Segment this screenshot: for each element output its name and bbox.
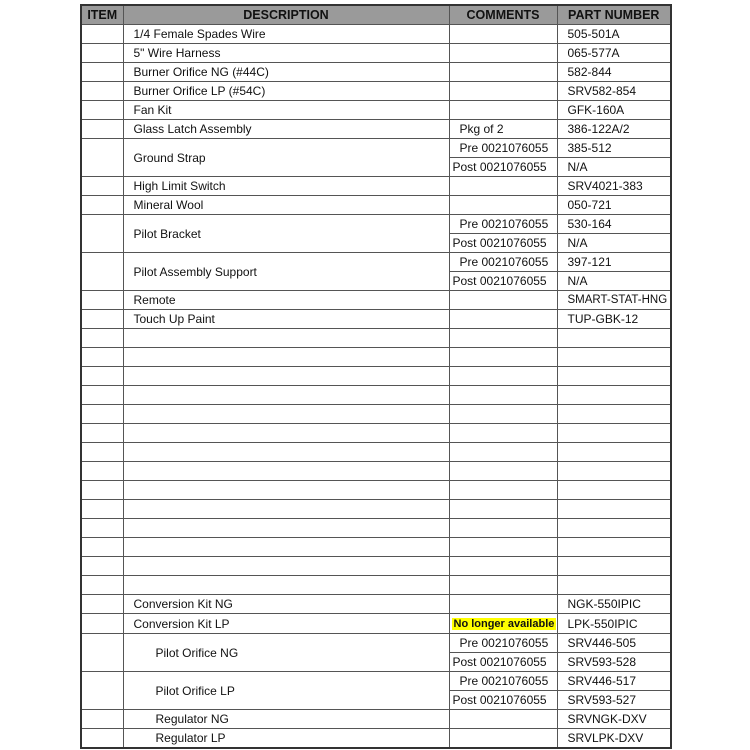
description-cell: Touch Up Paint: [123, 310, 449, 329]
item-cell: [81, 710, 123, 729]
empty-row: [81, 367, 671, 386]
comment-cell: Pkg of 2: [449, 120, 557, 139]
part-number-cell: 397-121: [557, 253, 671, 272]
comment-cell: [449, 710, 557, 729]
item-cell: [81, 634, 123, 672]
item-cell: [81, 44, 123, 63]
parts-list-sheet: [80, 4, 670, 749]
part-number-cell: SRV446-505: [557, 634, 671, 653]
table-row: [81, 82, 671, 101]
item-cell: [81, 101, 123, 120]
comment-cell: Pre 0021076055: [449, 634, 557, 653]
description-cell: High Limit Switch: [123, 177, 449, 196]
description-cell: Regulator NG: [123, 710, 449, 729]
table-row: [81, 253, 671, 272]
empty-row: [81, 348, 671, 367]
header-item: ITEM: [81, 5, 123, 25]
part-number-cell: 505-501A: [557, 25, 671, 44]
table-row: [81, 614, 671, 634]
comment-cell: Post 0021076055: [449, 234, 557, 253]
empty-row: [81, 538, 671, 557]
item-cell: [81, 729, 123, 749]
item-cell: [81, 595, 123, 614]
part-number-cell: 530-164: [557, 215, 671, 234]
empty-row: [81, 481, 671, 500]
item-cell: [81, 63, 123, 82]
part-number-cell: SRV446-517: [557, 672, 671, 691]
part-number-cell: N/A: [557, 158, 671, 177]
table-row: [81, 672, 671, 691]
empty-row: [81, 443, 671, 462]
item-cell: [81, 25, 123, 44]
empty-row: [81, 500, 671, 519]
description-cell: Pilot Bracket: [123, 215, 449, 253]
comment-cell: Post 0021076055: [449, 272, 557, 291]
description-cell: Burner Orifice NG (#44C): [123, 63, 449, 82]
part-number-cell: SRVLPK-DXV: [557, 729, 671, 749]
comment-cell: [449, 25, 557, 44]
description-cell: Conversion Kit LP: [123, 614, 449, 634]
part-number-cell: 582-844: [557, 63, 671, 82]
header-part-number: PART NUMBER: [557, 5, 671, 25]
table-row: [81, 139, 671, 158]
empty-row: [81, 557, 671, 576]
description-cell: Mineral Wool: [123, 196, 449, 215]
description-cell: Pilot Orifice LP: [123, 672, 449, 710]
comment-cell: [449, 310, 557, 329]
part-number-cell: TUP-GBK-12: [557, 310, 671, 329]
description-cell: 1/4 Female Spades Wire: [123, 25, 449, 44]
item-cell: [81, 614, 123, 634]
part-number-cell: SRV593-528: [557, 653, 671, 672]
item-cell: [81, 215, 123, 253]
header-comments: COMMENTS: [449, 5, 557, 25]
part-number-cell: SRV4021-383: [557, 177, 671, 196]
item-cell: [81, 120, 123, 139]
description-cell: Ground Strap: [123, 139, 449, 177]
table-row: [81, 291, 671, 310]
item-cell: [81, 82, 123, 101]
item-cell: [81, 196, 123, 215]
comment-cell: Pre 0021076055: [449, 139, 557, 158]
item-cell: [81, 253, 123, 291]
comment-cell: Pre 0021076055: [449, 672, 557, 691]
part-number-cell: 065-577A: [557, 44, 671, 63]
table-row: [81, 25, 671, 44]
parts-table: [80, 4, 672, 749]
table-row: [81, 177, 671, 196]
comment-cell: [449, 196, 557, 215]
part-number-cell: NGK-550IPIC: [557, 595, 671, 614]
comment-cell: [449, 729, 557, 749]
part-number-cell: 386-122A/2: [557, 120, 671, 139]
item-cell: [81, 310, 123, 329]
description-cell: Pilot Orifice NG: [123, 634, 449, 672]
table-row: [81, 44, 671, 63]
comment-cell: Post 0021076055: [449, 653, 557, 672]
empty-row: [81, 519, 671, 538]
description-cell: Pilot Assembly Support: [123, 253, 449, 291]
table-row: [81, 310, 671, 329]
comment-cell: [449, 595, 557, 614]
item-cell: [81, 177, 123, 196]
comment-cell: [449, 614, 557, 634]
table-row: [81, 196, 671, 215]
comment-cell: [449, 101, 557, 120]
item-cell: [81, 672, 123, 710]
table-row: [81, 101, 671, 120]
table-row: [81, 215, 671, 234]
empty-row: [81, 386, 671, 405]
part-number-cell: LPK-550IPIC: [557, 614, 671, 634]
description-cell: 5" Wire Harness: [123, 44, 449, 63]
table-row: [81, 63, 671, 82]
header-row: [81, 5, 671, 25]
comment-cell: Post 0021076055: [449, 158, 557, 177]
table-row: [81, 729, 671, 749]
item-cell: [81, 139, 123, 177]
empty-row: [81, 576, 671, 595]
description-cell: Glass Latch Assembly: [123, 120, 449, 139]
item-cell: [81, 291, 123, 310]
empty-row: [81, 462, 671, 481]
comment-cell: [449, 44, 557, 63]
comment-cell: [449, 177, 557, 196]
description-cell: Remote: [123, 291, 449, 310]
comment-cell: [449, 291, 557, 310]
part-number-cell: N/A: [557, 272, 671, 291]
description-cell: Burner Orifice LP (#54C): [123, 82, 449, 101]
header-description: DESCRIPTION: [123, 5, 449, 25]
table-row: [81, 710, 671, 729]
empty-row: [81, 329, 671, 348]
part-number-cell: SRV582-854: [557, 82, 671, 101]
comment-cell: Pre 0021076055: [449, 253, 557, 272]
comment-cell: [449, 82, 557, 101]
description-cell: Regulator LP: [123, 729, 449, 749]
description-cell: Fan Kit: [123, 101, 449, 120]
availability-highlight: No longer available: [453, 618, 555, 630]
part-number-cell: GFK-160A: [557, 101, 671, 120]
part-number-cell: SMART-STAT-HNG: [557, 291, 671, 310]
table-row: [81, 595, 671, 614]
comment-cell: [449, 63, 557, 82]
comment-cell: Post 0021076055: [449, 691, 557, 710]
description-cell: Conversion Kit NG: [123, 595, 449, 614]
part-number-cell: N/A: [557, 234, 671, 253]
part-number-cell: SRVNGK-DXV: [557, 710, 671, 729]
table-row: [81, 120, 671, 139]
part-number-cell: 050-721: [557, 196, 671, 215]
empty-row: [81, 405, 671, 424]
part-number-cell: SRV593-527: [557, 691, 671, 710]
part-number-cell: 385-512: [557, 139, 671, 158]
table-row: [81, 634, 671, 653]
comment-cell: Pre 0021076055: [449, 215, 557, 234]
empty-row: [81, 424, 671, 443]
